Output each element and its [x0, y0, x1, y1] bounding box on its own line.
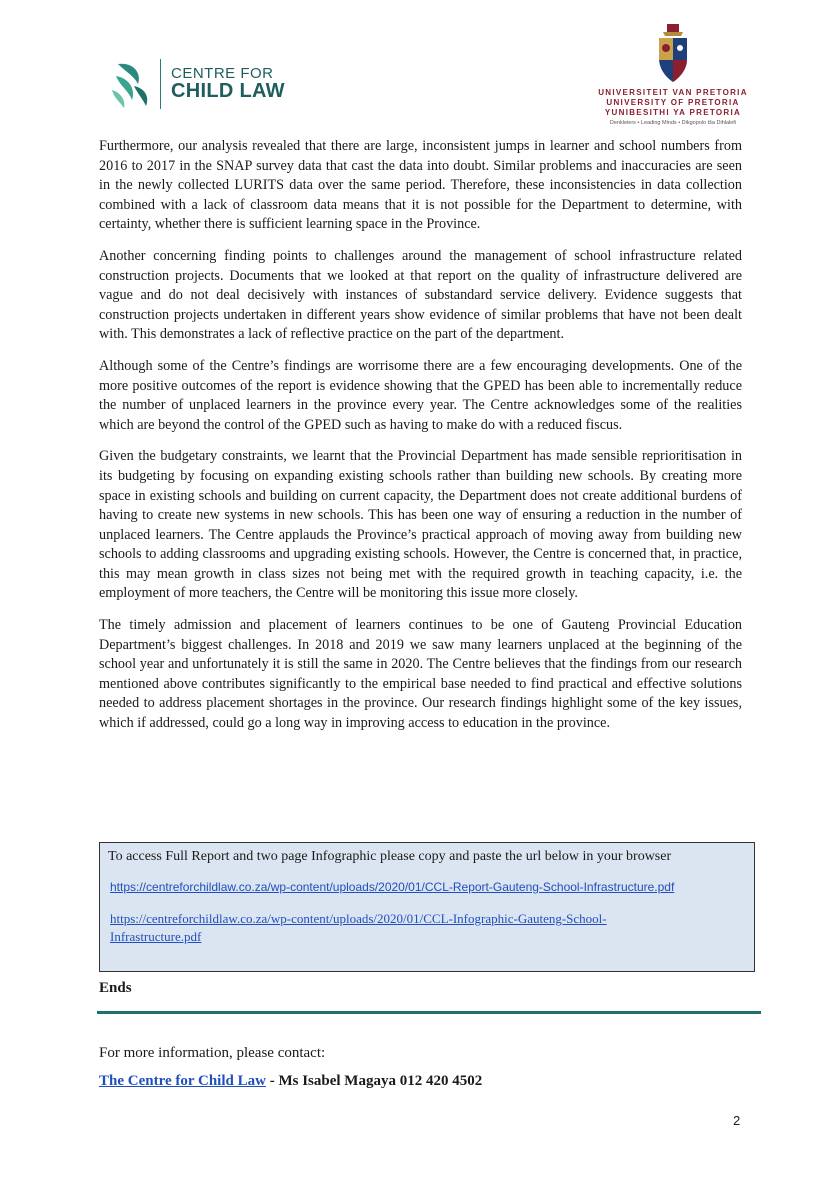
paragraph-3: Although some of the Centre’s findings are worrisome there are a few encouraging developments. One of the more positive outcomes of the report is evidence showing that the GPED has been able to incrementally reduce the number of unplaced learners in the province every year. The Centre acknowledges some of the realities which are beyond the control of the GPED such as having to make do with a reduced fiscus. — [99, 357, 742, 433]
ccl-wordmark — [171, 66, 285, 103]
logo-divider — [160, 59, 161, 109]
up-line1: UNIVERSITEIT VAN PRETORIA — [598, 88, 748, 97]
university-of-pretoria-logo — [588, 22, 758, 126]
crest-icon — [653, 22, 693, 86]
contact-line — [99, 1073, 482, 1090]
paragraph-4: Given the budgetary constraints, we learnt that the Provincial Department has made sensible reprioritisation in its budgeting by focusing on expanding existing schools rather than building new schools. By creating more space in existing schools and building on current capacity, the Department does not create additional burdens of having to create new systems in new schools. This has been one way of ensuring a reduction in the number of unplaced learners. The Centre applauds the Province’s practical approach of moving away from building new schools to adding classrooms and upgrading existing schools. However, the Centre is concerned that, in practice, this may mean growth in class sizes not being met with the required growth in teaching capacity, i.e. the employment of more teachers, the Centre will be monitoring this issue more closely. — [99, 448, 742, 602]
up-line2: UNIVERSITY OF PRETORIA — [606, 98, 740, 107]
up-motto: Denkleiers • Leading Minds • Dikgopolo tša Dihlalefi — [609, 120, 737, 126]
ccl-line2: CHILD LAW — [171, 80, 285, 103]
hands-leaf-icon — [110, 58, 154, 110]
paragraph-5: The timely admission and placement of learners continues to be one of Gauteng Provincial Education Department’s biggest challenges. In 2018 and 2019 we saw many learners unplaced at the beginning of the school year and unfortunately it is still the same in 2020. The Centre believes that the findings from our research mentioned above contributes significantly to the empirical base needed to find practical and effective solutions needed to address placement shortages in the province. Our research findings highlight some of the key issues, which if addressed, could go a long way in improving access to education in the province. — [99, 617, 742, 732]
report-links-box — [99, 842, 755, 972]
infographic-link[interactable]: https://centreforchildlaw.co.za/wp-content/uploads/2020/01/CCL-Infographic-Gauteng-School-Infrastructure.pdf — [110, 911, 607, 944]
contact-person: - Ms Isabel Magaya 012 420 4502 — [265, 1073, 483, 1089]
page-number: 2 — [733, 1113, 741, 1128]
paragraph-2: Another concerning finding points to challenges around the management of school infrastructure related construction projects. Documents that we looked at that report on the quality of infrastructure delivered are vague and do not deal decisively with instances of substandard service delivery. Evidence suggests that construction projects undertaken in different years show evidence of similar problems that have not been dealt with. This demonstrates a lack of reflective practice on the part of the department. — [99, 247, 742, 343]
centre-for-child-law-link[interactable]: The Centre for Child Law — [99, 1073, 266, 1089]
ends-label: Ends — [99, 980, 132, 996]
paragraph-1: Furthermore, our analysis revealed that there are large, inconsistent jumps in learner and school numbers from 2016 to 2017 in the SNAP survey data that cast the data into doubt. Similar problems and inaccuracies are seen in the newly collected LURITS data over the same period. Therefore, these inconsistencies in data collection combined with a lack of classroom data means that it is not possible for the Department to determine, with certainty, whether there is sufficient learning space in the Province. — [99, 138, 742, 233]
contact-intro: For more information, please contact: — [99, 1045, 326, 1061]
ccl-line1: CENTRE FOR — [171, 64, 274, 82]
link-box-intro: To access Full Report and two page Infographic please copy and paste the url below in your browser — [108, 849, 672, 864]
section-divider — [97, 1011, 761, 1014]
page-header — [0, 0, 837, 130]
up-line3: YUNIBESITHI YA PRETORIA — [604, 108, 742, 117]
centre-for-child-law-logo — [110, 58, 285, 110]
body-text — [99, 137, 742, 746]
full-report-link[interactable]: https://centreforchildlaw.co.za/wp-content/uploads/2020/01/CCL-Report-Gauteng-School-Infrastructure.pdf — [110, 880, 675, 894]
